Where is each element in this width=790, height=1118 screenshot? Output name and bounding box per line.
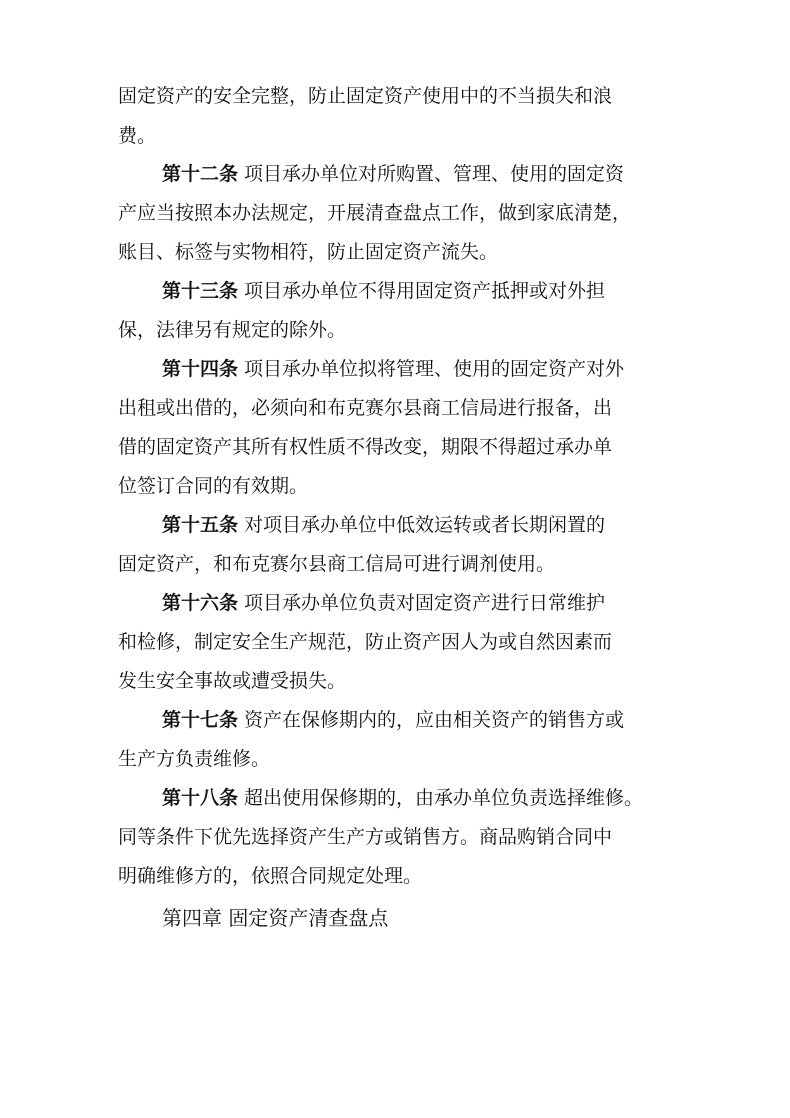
body-line	[118, 864, 422, 888]
line-text: 保，法律另有规定的除外。	[118, 319, 347, 341]
line-text: 明确维修方的，依照合同规定处理。	[118, 865, 423, 887]
article-line	[162, 357, 624, 381]
body-line	[118, 630, 612, 654]
line-text: 资产在保修期内的，应由相关资产的销售方或	[238, 709, 625, 731]
line-text: 出租或出借的，必须向和布克赛尔县商工信局进行报备，出	[118, 397, 613, 419]
body-line	[118, 552, 555, 576]
line-text: 项目承办单位不得用固定资产抵押或对外担	[238, 280, 606, 302]
line-text: 账目、标签与实物相符，防止固定资产流失。	[118, 241, 499, 263]
body-line	[118, 318, 346, 342]
body-line	[118, 201, 631, 225]
line-text: 和检修，制定安全生产规范，防止资产因人为或自然因素而	[118, 631, 613, 653]
body-line	[118, 84, 612, 108]
line-text: 固定资产，和布克赛尔县商工信局可进行调剂使用。	[118, 553, 556, 575]
line-text: 项目承办单位对所购置、管理、使用的固定资	[238, 163, 625, 185]
article-line	[162, 279, 605, 303]
article-heading: 第十六条	[162, 592, 239, 614]
line-text: 对项目承办单位中低效运转或者长期闲置的	[238, 514, 606, 536]
line-text: 产应当按照本办法规定，开展清查盘点工作，做到家底清楚，	[118, 202, 632, 224]
body-line	[118, 669, 346, 693]
chapter-title: 第四章 固定资产清查盘点	[162, 906, 389, 930]
article-line	[162, 708, 624, 732]
article-line	[162, 513, 605, 537]
article-line	[162, 786, 643, 810]
article-heading: 第十三条	[162, 280, 239, 302]
body-line	[118, 747, 270, 771]
line-text: 借的固定资产其所有权性质不得改变，期限不得超过承办单	[118, 436, 613, 458]
body-line	[118, 435, 612, 459]
line-text: 位签订合同的有效期。	[118, 475, 309, 497]
article-heading: 第十五条	[162, 514, 239, 536]
line-text: 项目承办单位负责对固定资产进行日常维护	[238, 592, 606, 614]
body-line	[118, 825, 612, 849]
body-line	[118, 240, 498, 264]
line-text: 固定资产的安全完整，防止固定资产使用中的不当损失和浪	[118, 85, 613, 107]
line-text: 超出使用保修期的，由承办单位负责选择维修。	[238, 787, 644, 809]
article-heading: 第十八条	[162, 787, 239, 809]
body-line	[118, 396, 612, 420]
article-line	[162, 591, 605, 615]
line-text: 费。	[118, 125, 157, 147]
line-text: 生产方负责维修。	[118, 748, 271, 770]
article-line	[162, 162, 624, 186]
article-heading: 第十二条	[162, 163, 239, 185]
body-line	[118, 124, 156, 148]
line-text: 发生安全事故或遭受损失。	[118, 670, 347, 692]
article-heading: 第十四条	[162, 358, 239, 380]
body-line	[118, 474, 308, 498]
line-text: 项目承办单位拟将管理、使用的固定资产对外	[238, 358, 625, 380]
article-heading: 第十七条	[162, 709, 239, 731]
line-text: 同等条件下优先选择资产生产方或销售方。商品购销合同中	[118, 826, 613, 848]
